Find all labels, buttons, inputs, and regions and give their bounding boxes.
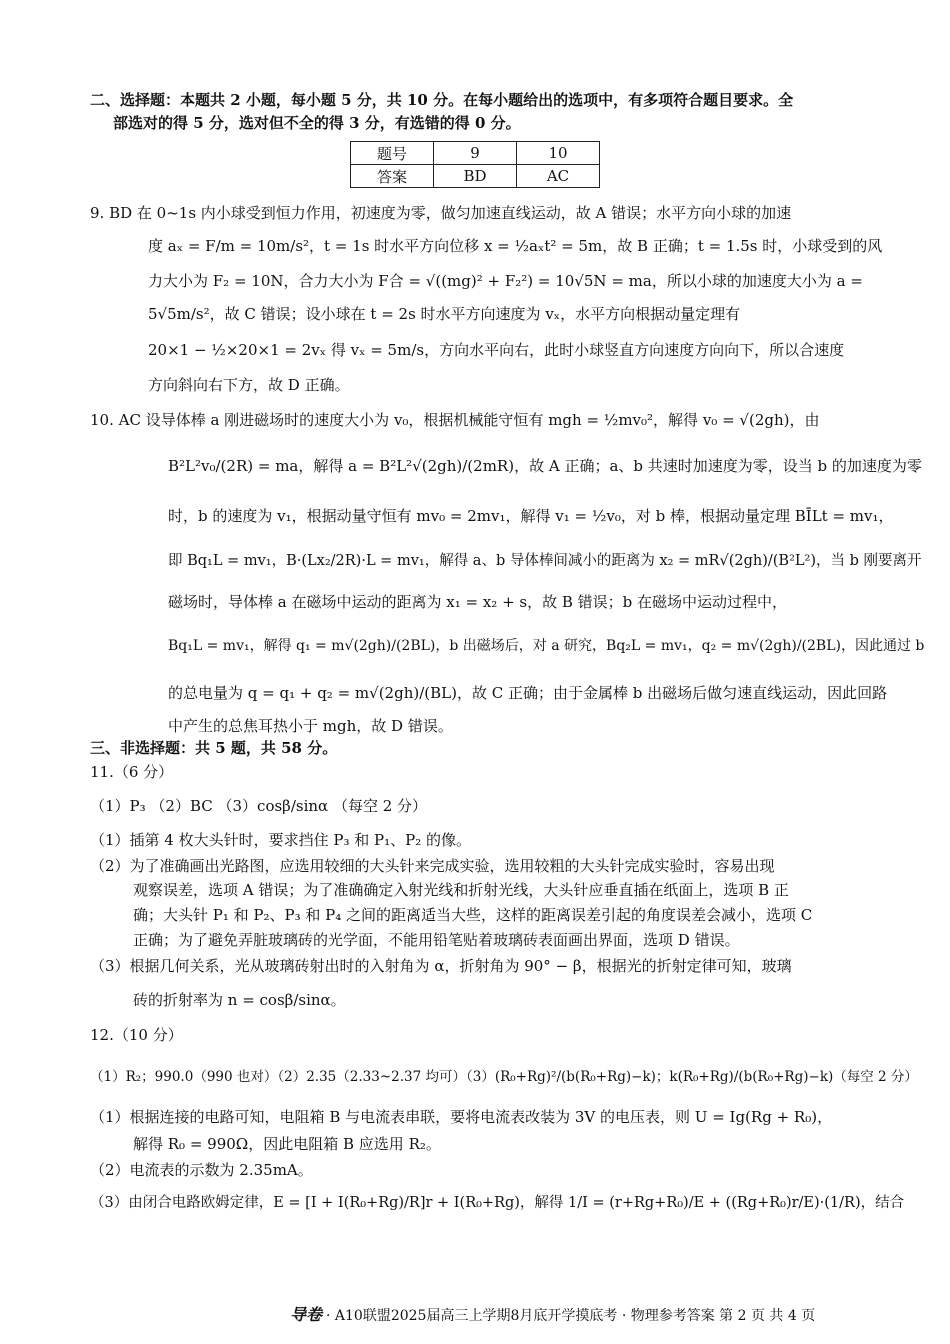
q12-answers: （1）R₂；990.0（990 也对）（2）2.35（2.33~2.37 均可）（3）(R₀+Rg)²/(b(R₀+Rg)−k)；k(R₀+Rg)/(b(R₀+Rg)−k)（每空 2 分）: [90, 1069, 918, 1085]
table-cell: 10: [517, 142, 600, 165]
q11-answers: （1）P₃ （2）BC （3）cosβ/sinα （每空 2 分）: [90, 797, 428, 815]
table-cell: BD: [434, 165, 517, 188]
q10-line: 10. AC 设导体棒 a 刚进磁场时的速度大小为 v₀，根据机械能守恒有 mgh = ½mv₀²，解得 v₀ = √(2gh)，由: [90, 411, 820, 429]
section3-heading: 三、非选择题：共 5 题，共 58 分。: [90, 739, 338, 757]
footer-text: · A10联盟2025届高三上学期8月底开学摸底考 · 物理参考答案 第 2 页 共 4 页: [326, 1308, 816, 1324]
table-cell: 题号: [351, 142, 434, 165]
q10-line: 即 Bq₁L = mv₁，B·(Lx₂/2R)·L = mv₁，解得 a、b 导体棒间减小的距离为 x₂ = mR√(2gh)/(B²L²)，当 b 刚要离开: [168, 553, 922, 569]
answer-table-row: [351, 165, 600, 188]
q9-line: 20×1 − ½×20×1 = 2vₓ 得 vₓ = 5m/s，方向水平向右，此时小球竖直方向速度方向向下，所以合速度: [148, 341, 845, 359]
q12-explanation-3: （3）由闭合电路欧姆定律，E = [I + I(R₀+Rg)/R]r + I(R₀+Rg)，解得 1/I = (r+Rg+R₀)/E + ((Rg+R₀)r/E)·(1/R)，结合: [90, 1195, 905, 1211]
table-cell: 9: [434, 142, 517, 165]
q11-explanation-2: （2）为了准确画出光路图，应选用较细的大头针来完成实验，选用较粗的大头针完成实验时，容易出现: [90, 857, 775, 875]
q10-line: 时，b 的速度为 v₁，根据动量守恒有 mv₀ = 2mv₁，解得 v₁ = ½v₀，对 b 棒，根据动量定理 BĪLt = mv₁，: [168, 507, 894, 525]
q10-line: 中产生的总焦耳热小于 mgh，故 D 错误。: [168, 717, 453, 735]
q9-line: 度 aₓ = F/m = 10m/s²，t = 1s 时水平方向位移 x = ½aₓt² = 5m，故 B 正确；t = 1.5s 时，小球受到的风: [148, 237, 883, 255]
section2-heading-line2: 部选对的得 5 分，选对但不全的得 3 分，有选错的得 0 分。: [113, 114, 521, 132]
q9-line: 5√5m/s²，故 C 错误；设小球在 t = 2s 时水平方向速度为 vₓ，水平方向根据动量定理有: [148, 305, 741, 323]
q12-title: 12.（10 分）: [90, 1026, 183, 1044]
footer: [290, 1302, 815, 1325]
q11-title: 11.（6 分）: [90, 763, 174, 781]
q11-explanation-2: 正确；为了避免弄脏玻璃砖的光学面，不能用铅笔贴着玻璃砖表面画出界面，选项 D 错误。: [133, 931, 740, 949]
q11-explanation-3: （3）根据几何关系，光从玻璃砖射出时的入射角为 α，折射角为 90° − β，根据光的折射定律可知，玻璃: [90, 957, 792, 975]
q11-explanation-1: （1）插第 4 枚大头针时，要求挡住 P₃ 和 P₁、P₂ 的像。: [90, 831, 472, 849]
table-cell: 答案: [351, 165, 434, 188]
q12-explanation-2: （2）电流表的示数为 2.35mA。: [90, 1161, 313, 1179]
section2-heading-line1: 二、选择题：本题共 2 小题，每小题 5 分，共 10 分。在每小题给出的选项中，有多项符合题目要求。全: [90, 91, 794, 109]
q10-line: B²L²v₀/(2R) = ma，解得 a = B²L²√(2gh)/(2mR)，故 A 正确；a、b 共速时加速度为零，设当 b 的加速度为零: [168, 457, 922, 475]
q9-line: 力大小为 F₂ = 10N，合力大小为 F合 = √((mg)² + F₂²) = 10√5N = ma，所以小球的加速度大小为 a =: [148, 272, 863, 290]
q9-line: 方向斜向右下方，故 D 正确。: [148, 376, 350, 394]
q10-line: 磁场时，导体棒 a 在磁场中运动的距离为 x₁ = x₂ + s，故 B 错误；b 在磁场中运动过程中，: [168, 593, 788, 611]
answer-table: [350, 141, 600, 188]
table-cell: AC: [517, 165, 600, 188]
q12-explanation-1: （1）根据连接的电路可知，电阻箱 B 与电流表串联，要将电流表改装为 3V 的电压表，则 U = Ig(Rg + R₀)，: [90, 1108, 833, 1126]
answer-table-row: [351, 142, 600, 165]
footer-logo: 导卷: [290, 1305, 323, 1324]
q11-explanation-2: 确；大头针 P₁ 和 P₂、P₃ 和 P₄ 之间的距离适当大些，这样的距离误差引起的角度误差会减小，选项 C: [133, 906, 813, 924]
q9-line: 9. BD 在 0~1s 内小球受到恒力作用，初速度为零，做匀加速直线运动，故 A 错误；水平方向小球的加速: [90, 204, 792, 222]
q12-explanation-1: 解得 R₀ = 990Ω，因此电阻箱 B 应选用 R₂。: [133, 1135, 441, 1153]
q10-line: Bq₁L = mv₁，解得 q₁ = m√(2gh)/(2BL)，b 出磁场后，对 a 研究，Bq₂L = mv₁，q₂ = m√(2gh)/(2BL)，因此通过 b: [168, 638, 925, 654]
q10-line: 的总电量为 q = q₁ + q₂ = m√(2gh)/(BL)，故 C 正确；由于金属棒 b 出磁场后做匀速直线运动，因此回路: [168, 684, 888, 702]
q11-explanation-2: 观察误差，选项 A 错误；为了准确确定入射光线和折射光线，大头针应垂直插在纸面上，选项 B 正: [133, 881, 789, 899]
q11-explanation-3: 砖的折射率为 n = cosβ/sinα。: [133, 991, 346, 1009]
